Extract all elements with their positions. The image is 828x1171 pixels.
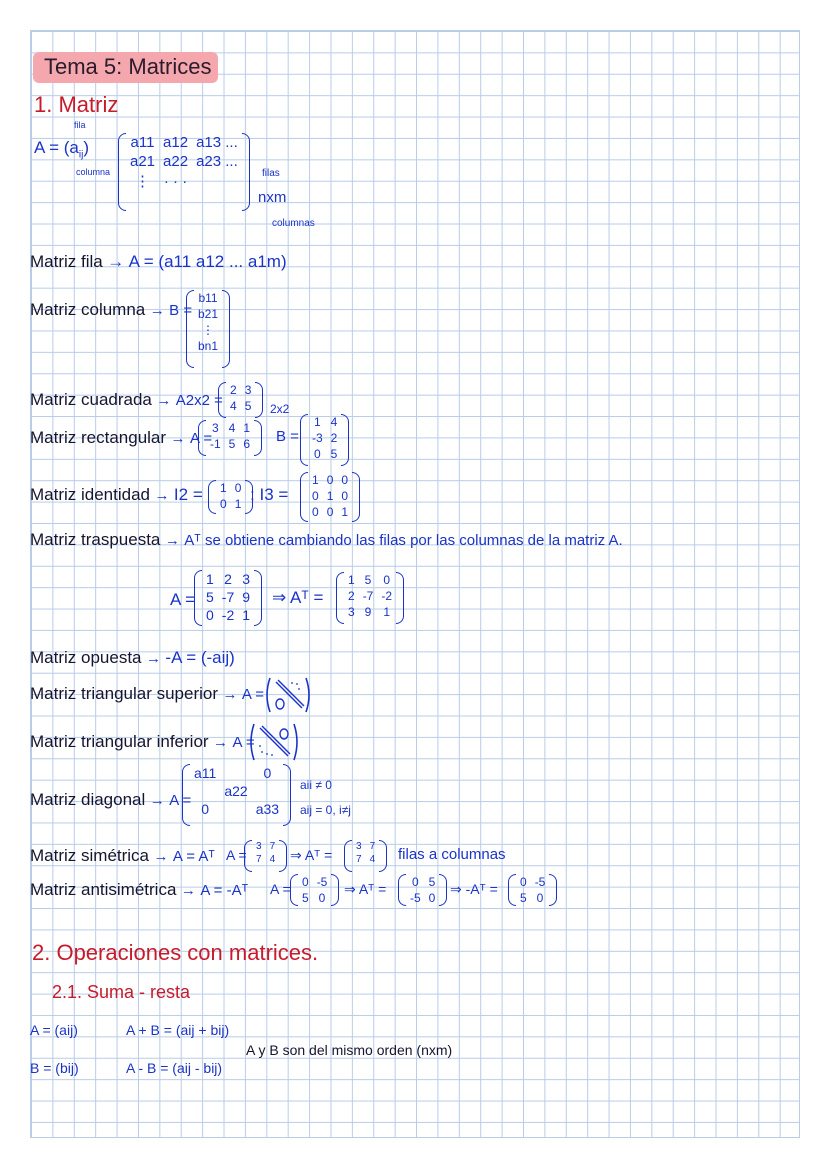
cell: 0 — [234, 481, 242, 495]
difference-formula: A - B = (aij - bij) — [126, 1060, 223, 1076]
cell: 0 — [326, 505, 334, 519]
cell: -2 — [381, 589, 393, 603]
cell: 6 — [243, 437, 251, 451]
transpose-example-at — [336, 572, 404, 624]
square-matrix-order: 2x2 — [270, 402, 290, 416]
item-expr: A = -Aᵀ — [200, 882, 249, 899]
antisymmetric-neg-transpose — [508, 874, 557, 906]
antisymmetric-matrix-transpose — [398, 874, 447, 906]
item-expr: A = Aᵀ — [172, 848, 215, 865]
matriz-triangular-inferior-row — [30, 732, 255, 752]
cell: 4 — [230, 399, 237, 413]
item-label: Matriz traspuesta — [30, 530, 161, 549]
item-expr: Aᵀ se obtiene cambiando las filas por las columnas de la matriz A. — [184, 532, 623, 549]
cell: bn1 — [198, 339, 219, 353]
cell: 3 — [211, 421, 219, 435]
columna-note: columna — [76, 167, 111, 177]
cell: a22 — [224, 783, 248, 799]
item-label: Matriz opuesta — [30, 648, 142, 667]
transpose-implies: ⇒ Aᵀ = — [272, 588, 324, 607]
rectangular-matrix-b — [300, 414, 349, 466]
cell: a11 — [130, 134, 155, 151]
item-label: Matriz antisimétrica — [30, 880, 177, 899]
cell: 4 — [330, 415, 338, 429]
item-label: Matriz rectangular — [30, 428, 167, 447]
cell: 5 — [428, 875, 436, 889]
cell: a22 — [163, 153, 189, 170]
identity-matrix-3 — [300, 472, 360, 522]
symmetric-implies: ⇒ Aᵀ = — [290, 847, 333, 863]
cell: 3 — [242, 571, 251, 587]
cell: 5 — [330, 447, 338, 461]
square-matrix — [218, 382, 263, 418]
matriz-opuesta-row — [30, 648, 235, 668]
cell: 9 — [364, 605, 372, 619]
identity-matrix-2 — [208, 480, 253, 514]
upper-triangular-sketch — [264, 676, 312, 714]
matriz-triangular-superior-row — [30, 684, 264, 704]
cell: -2 — [221, 607, 235, 623]
cell: 0 — [520, 875, 527, 889]
cell: -5 — [316, 875, 328, 889]
item-expr: A = (a11 a12 ... a1m) — [128, 252, 287, 271]
arrow-icon: → — [153, 848, 169, 865]
cell: a11 — [194, 765, 217, 781]
arrow-icon: → — [222, 686, 238, 703]
cell: 7 — [256, 854, 262, 865]
rect-b-label: B = — [276, 428, 299, 445]
item-expr: I2 = — [173, 485, 203, 504]
cell: 1 — [242, 607, 251, 623]
cell: b21 — [198, 307, 219, 321]
cell: 0 — [536, 891, 544, 905]
matriz-identidad-row — [30, 485, 203, 505]
item-expr: B = — [169, 302, 193, 319]
cell: 1 — [206, 571, 214, 587]
cell: 1 — [312, 473, 319, 487]
arrow-icon: → — [154, 487, 170, 504]
cell: 1 — [220, 481, 227, 495]
rectangular-matrix-a — [198, 420, 262, 456]
cell: 1 — [243, 421, 251, 435]
fila-note: fila — [74, 120, 86, 130]
page-title: Tema 5: Matrices — [44, 54, 212, 79]
cell: 4 — [228, 421, 236, 435]
antisymmetric-implies-2: ⇒ -Aᵀ = — [450, 881, 498, 897]
cell: -7 — [221, 589, 235, 605]
item-expr: A = — [189, 430, 213, 447]
order-nxm: nxm — [258, 189, 287, 206]
cell: -5 — [410, 891, 421, 905]
cell: 5 — [364, 573, 372, 587]
general-matrix-notation: $A = (a_{ij})$ — [34, 138, 90, 161]
arrow-icon: → — [156, 392, 172, 409]
cell: 0 — [383, 573, 391, 587]
cell: 0 — [318, 891, 326, 905]
cell: 4 — [269, 854, 276, 865]
item-label: Matriz triangular inferior — [30, 732, 209, 751]
arrow-icon: → — [213, 734, 229, 751]
item-expr: A = — [169, 792, 192, 809]
cell: 0 — [312, 505, 319, 519]
cell: 3 — [356, 841, 362, 852]
symmetric-note: filas a columnas — [398, 846, 506, 863]
matriz-diagonal-row — [30, 790, 191, 810]
cell: · · · — [163, 172, 188, 190]
arrow-icon: → — [149, 302, 165, 319]
item-label: Matriz fila — [30, 252, 103, 271]
cell: a23 ... — [196, 153, 238, 170]
cell: 3 — [348, 605, 355, 619]
cell: 2 — [330, 431, 338, 445]
filas-note: filas — [262, 168, 280, 179]
cell: 5 — [228, 437, 236, 451]
cell: a13 ... — [196, 134, 238, 151]
cell: 1 — [383, 605, 391, 619]
matriz-fila-row — [30, 252, 287, 272]
matriz-cuadrada-row — [30, 390, 223, 410]
arrow-icon: → — [170, 430, 186, 447]
cell: 1 — [348, 573, 355, 587]
item-label: Matriz triangular superior — [30, 684, 219, 703]
matriz-simetrica-row — [30, 846, 215, 866]
cell: 0 — [201, 801, 210, 817]
antisymmetric-matrix — [290, 874, 339, 906]
item-label: Matriz cuadrada — [30, 390, 152, 409]
cell: -3 — [312, 431, 323, 445]
matriz-antisimetrica-row — [30, 880, 248, 900]
antisymmetric-implies: ⇒ Aᵀ = — [344, 881, 387, 897]
transpose-example-a — [194, 570, 262, 626]
cell: a12 — [163, 134, 189, 151]
cell: 2 — [224, 571, 232, 587]
cell: b11 — [198, 291, 218, 305]
cell: 9 — [242, 589, 251, 605]
antisymmetric-a-label: A = — [270, 881, 291, 897]
cell: 1 — [341, 505, 349, 519]
subsection-2-1-heading: 2.1. Suma - resta — [52, 982, 191, 1002]
cell: 0 — [302, 875, 309, 889]
arrow-icon: → — [164, 532, 180, 549]
column-matrix — [186, 290, 230, 368]
cell: 0 — [411, 875, 419, 889]
symmetric-matrix — [244, 840, 287, 872]
cell: ⋮ — [135, 173, 151, 190]
cell: 5 — [520, 891, 527, 905]
cell: 0 — [313, 447, 321, 461]
cell — [220, 800, 251, 818]
cell — [192, 171, 242, 191]
cell: 1 — [326, 489, 334, 503]
item-label: Matriz diagonal — [30, 790, 146, 809]
a-definition: A = (aij) — [30, 1022, 78, 1038]
cell — [190, 782, 220, 800]
cell: 0 — [341, 489, 349, 503]
item-expr: -A = (-aij) — [165, 648, 235, 667]
diagonal-condition-1: aii ≠ 0 — [300, 778, 332, 792]
arrow-icon: → — [149, 792, 165, 809]
cell — [252, 782, 283, 800]
arrow-icon: → — [107, 252, 125, 271]
cell: a21 — [130, 153, 156, 170]
cell: 0 — [428, 891, 436, 905]
cell: -7 — [362, 589, 374, 603]
cell: 3 — [244, 383, 252, 397]
cell: 0 — [326, 473, 334, 487]
section-1-heading: 1. Matriz — [34, 92, 119, 117]
lower-triangular-sketch — [248, 722, 300, 762]
arrow-icon: → — [145, 650, 161, 667]
general-matrix — [118, 133, 250, 211]
cell: 0 — [220, 497, 227, 511]
cell: 0 — [341, 473, 349, 487]
arrow-icon: → — [180, 882, 196, 899]
cell: 7 — [369, 841, 376, 852]
cell: 0 — [206, 607, 214, 623]
cell: 7 — [269, 841, 276, 852]
cell: -5 — [534, 875, 546, 889]
cell: 0 — [312, 489, 319, 503]
cell: -1 — [210, 437, 221, 451]
cell: 5 — [302, 891, 309, 905]
identity-separator: ; I3 = — [250, 485, 289, 504]
matriz-rectangular-row — [30, 428, 212, 448]
cell: ⋮ — [202, 323, 215, 337]
section-2-heading: 2. Operaciones con matrices. — [32, 940, 319, 965]
cell: a33 — [255, 801, 280, 817]
columnas-note: columnas — [272, 218, 315, 229]
cell — [220, 764, 251, 782]
item-expr: A = — [232, 734, 255, 751]
item-expr: A = — [241, 686, 265, 703]
symmetric-a-label: A = — [226, 847, 247, 863]
b-definition: B = (bij) — [30, 1060, 79, 1076]
item-label: Matriz columna — [30, 300, 146, 319]
cell: 5 — [206, 589, 214, 605]
cell: 3 — [256, 841, 262, 852]
matriz-traspuesta-row — [30, 530, 623, 550]
diagonal-condition-2: aij = 0, i≠j — [300, 803, 351, 817]
cell: 5 — [244, 399, 252, 413]
transpose-a-label: A = — [170, 590, 196, 609]
cell: 2 — [230, 383, 237, 397]
same-order-note: A y B son del mismo orden (nxm) — [246, 1042, 453, 1058]
item-label: Matriz identidad — [30, 485, 151, 504]
item-label: Matriz simétrica — [30, 846, 150, 865]
symmetric-matrix-transpose — [344, 840, 387, 872]
item-expr: A2x2 = — [175, 392, 223, 409]
cell: 4 — [369, 854, 376, 865]
diagonal-matrix — [182, 764, 291, 826]
cell: 2 — [348, 589, 355, 603]
cell: 1 — [313, 415, 321, 429]
matriz-columna-row — [30, 300, 192, 320]
cell: 7 — [356, 854, 362, 865]
cell: 0 — [263, 765, 272, 781]
cell: 1 — [234, 497, 242, 511]
sum-formula: A + B = (aij + bij) — [126, 1022, 230, 1038]
